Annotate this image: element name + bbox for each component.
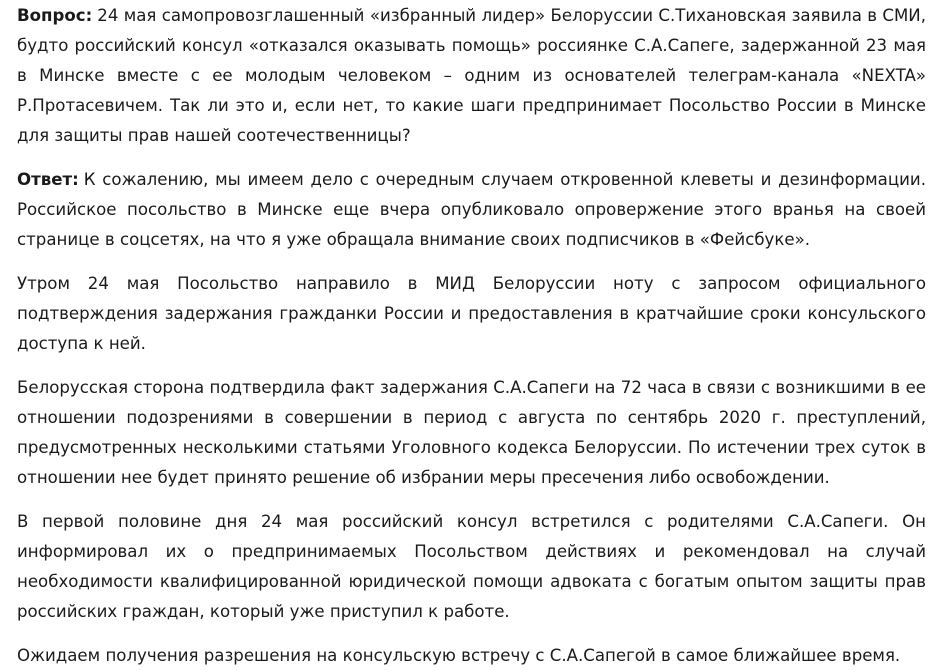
question-label: Вопрос: [17, 6, 93, 25]
question-paragraph [17, 1, 926, 151]
answer-paragraph [17, 165, 926, 255]
paragraph-detention-confirmed: Белорусская сторона подтвердила факт задержания С.А.Сапеги на 72 часа в связи с возникшими в ее отношении подозрениями в совершении в период с августа по сентябрь 2020 г. преступлений, предусмотренных несколькими статьями Уголовного кодекса Белоруссии. По истечении трех суток в отношении нее будет принято решение об избрании меры пресечения либо освобождении. [17, 378, 926, 487]
paragraph-consul-meeting: В первой половине дня 24 мая российский консул встретился с родителями С.А.Сапеги. Он информировал их о предпринимаемых Посольством действиях и рекомендовал на случай необходимости квалифицированной юридической помощи адвоката с богатым опытом защиты прав российских граждан, который уже приступил к работе. [17, 512, 926, 621]
answer-label: Ответ: [17, 170, 79, 189]
paragraph-awaiting-permission: Ожидаем получения разрешения на консульскую встречу с С.А.Сапегой в самое ближайшее время. [17, 646, 901, 665]
question-text: 24 мая самопровозглашенный «избранный лидер» Белоруссии С.Тихановская заявила в СМИ, будто российский консул «отказался оказывать помощь» россиянке С.А.Сапеге, задержанной 23 мая в Минске вместе с ее молодым человеком – одним из основателей телеграм-канала «NEXTA» Р.Протасевичем. Так ли это и, если нет, то какие шаги предпринимает Посольство России в Минске для защиты прав нашей соотечественницы? [17, 6, 926, 145]
paragraph-embassy-note: Утром 24 мая Посольство направило в МИД Белоруссии ноту с запросом официального подтверждения задержания гражданки России и предоставления в кратчайшие сроки консульского доступа к ней. [17, 274, 926, 353]
answer-text: К сожалению, мы имеем дело с очередным случаем откровенной клеветы и дезинформации. Российское посольство в Минске еще вчера опубликовало опровержение этого вранья на своей странице в соцсетях, на что я уже обращала внимание своих подписчиков в «Фейсбуке». [17, 170, 926, 249]
